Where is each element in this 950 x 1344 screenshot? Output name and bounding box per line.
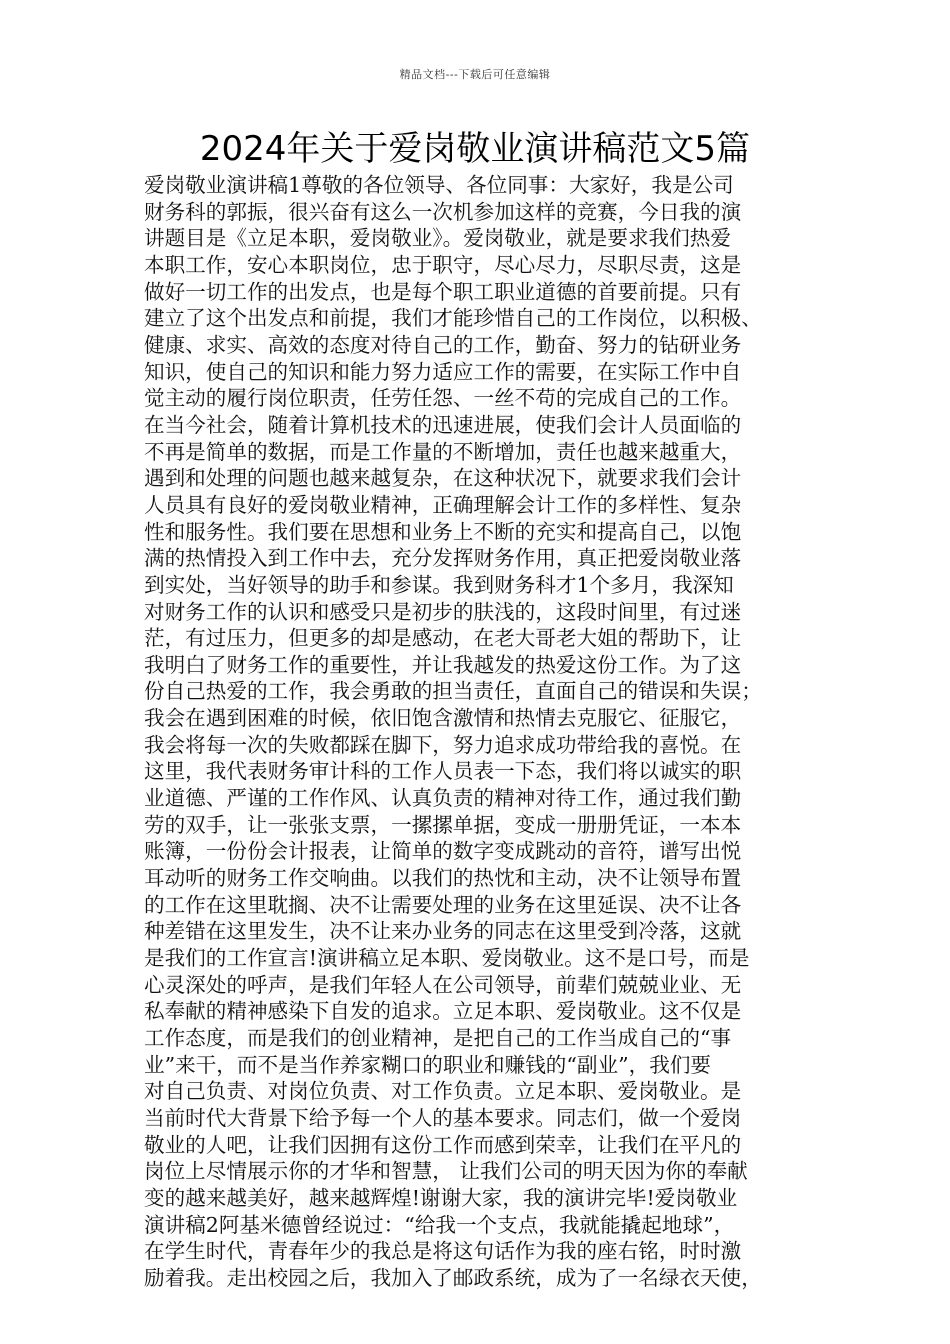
body-line: 演讲稿2阿基米德曾经说过：“给我一个支点，我就能撬起地球”， [144,1212,735,1237]
body-line: 耳动听的财务工作交响曲。以我们的热忱和主动，决不让领导布置 [144,866,742,891]
body-line: 工作态度，而是我们的创业精神，是把自己的工作当成自己的“事 [144,1026,732,1050]
body-line: 健康、求实、高效的态度对待自己的工作，勤奋、努力的钻研业务 [144,332,742,357]
document-body [144,172,808,1292]
body-line: 私奉献的精神感染下自发的追求。立足本职、爱岗敬业。这不仅是 [144,999,742,1024]
body-line: 我会将每一次的失败都踩在脚下，努力追求成功带给我的喜悦。在 [144,732,742,757]
body-line: 我会在遇到困难的时候，依旧饱含激情和热情去克服它、征服它， [144,706,742,731]
body-line: 种差错在这里发生，决不让来办业务的同志在这里受到冷落，这就 [144,919,742,944]
body-line: 茫，有过压力，但更多的却是感动，在老大哥老大姐的帮助下，让 [144,626,742,651]
body-line: 本职工作，安心本职岗位，忠于职守，尽心尽力，尽职尽责，这是 [144,252,742,277]
document-title: 2024年关于爱岗敬业演讲稿范文5篇 [199,129,751,169]
body-line: 讲题目是《立足本职，爱岗敬业》。爱岗敬业，就是要求我们热爱 [144,226,731,251]
body-line: 的工作在这里耽搁、决不让需要处理的业务在这里延误、决不让各 [144,892,742,917]
body-line: 财务科的郭振，很兴奋有这么一次机参加这样的竞赛，今日我的演 [144,199,742,224]
body-line: 爱岗敬业演讲稿1尊敬的各位领导、各位同事：大家好，我是公司 [144,173,734,197]
body-line: 对财务工作的认识和感受只是初步的肤浅的，这段时间里，有过迷 [144,599,742,624]
body-line: 心灵深处的呼声，是我们年轻人在公司领导，前辈们兢兢业业、无 [144,972,742,997]
body-line: 我明白了财务工作的重要性，并让我越发的热爱这份工作。为了这 [144,652,742,677]
body-line: 是我们的工作宣言!演讲稿立足本职、爱岗敬业。这不是口号，而是 [144,946,750,971]
body-line: 当前时代大背景下给予每一个人的基本要求。同志们，做一个爱岗 [144,1105,742,1130]
body-line: 敬业的人吧，让我们因拥有这份工作而感到荣幸，让我们在平凡的 [144,1132,742,1157]
body-line: 业道德、严谨的工作作风、认真负责的精神对待工作，通过我们勤 [144,786,742,811]
body-line: 遇到和处理的问题也越来越复杂，在这种状况下，就要求我们会计 [144,466,742,491]
body-line: 在当今社会，随着计算机技术的迅速进展，使我们会计人员面临的 [144,412,742,437]
body-line: 到实处，当好领导的助手和参谋。我到财务科才1个多月，我深知 [144,572,734,597]
body-line: 岗位上尽情展示你的才华和智慧， 让我们公司的明天因为你的奉献 [144,1159,748,1184]
body-line: 满的热情投入到工作中去，充分发挥财务作用，真正把爱岗敬业落 [144,546,742,571]
body-line: 励着我。走出校园之后，我加入了邮政系统，成为了一名绿衣天使， [144,1265,762,1290]
body-line: 性和服务性。我们要在思想和业务上不断的充实和提高自己，以饱 [144,519,742,544]
body-line: 账簿，一份份会计报表，让简单的数字变成跳动的音符，谱写出悦 [144,839,742,864]
body-line: 业”来干，而不是当作养家糊口的职业和赚钱的“副业”，我们要 [144,1052,712,1077]
body-line: 建立了这个出发点和前提，我们才能珍惜自己的工作岗位，以积极、 [144,306,762,331]
body-line: 做好一切工作的出发点，也是每个职工职业道德的首要前提。只有 [144,279,742,304]
body-line: 这里，我代表财务审计科的工作人员表一下态，我们将以诚实的职 [144,759,742,784]
body-line: 觉主动的履行岗位职责，任劳任怨、一丝不苟的完成自己的工作。 [144,386,742,411]
body-line: 不再是简单的数据，而是工作量的不断增加，责任也越来越重大， [144,439,742,464]
body-line: 对自己负责、对岗位负责、对工作负责。立足本职、爱岗敬业。是 [144,1079,742,1104]
body-line: 人员具有良好的爱岗敬业精神，正确理解会计工作的多样性、复杂 [144,492,742,517]
body-line: 份自己热爱的工作，我会勇敢的担当责任，直面自己的错误和失误； [144,679,762,704]
header-note: 精品文档---下载后可任意编辑 [399,68,551,81]
body-line: 变的越来越美好，越来越辉煌!谢谢大家，我的演讲完毕!爱岗敬业 [144,1185,738,1210]
body-line: 在学生时代，青春年少的我总是将这句话作为我的座右铭，时时激 [144,1239,742,1264]
body-line: 劳的双手，让一张张支票，一摞摞单据，变成一册册凭证，一本本 [144,812,742,837]
body-line: 知识，使自己的知识和能力努力适应工作的需要，在实际工作中自 [144,359,742,384]
